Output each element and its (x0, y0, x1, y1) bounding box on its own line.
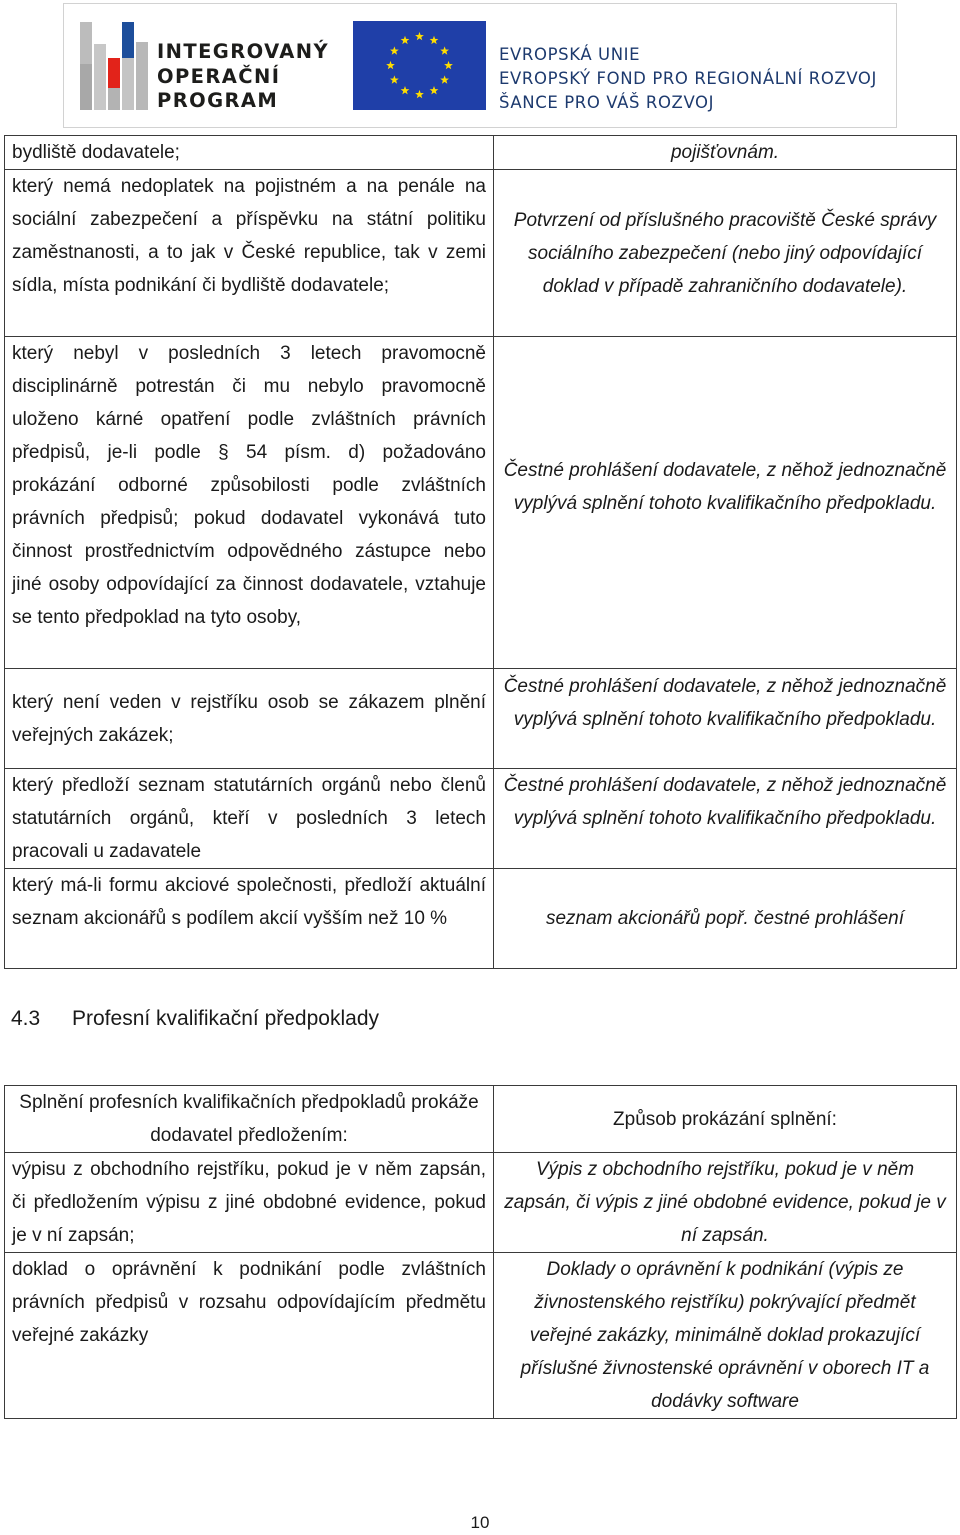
requirement-cell: doklad o oprávnění k podnikání podle zvláštních právních předpisů v rozsahu odpovídajícím předmětu veřejné zakázky (5, 1253, 494, 1419)
iop-logo-line: OPERAČNÍ (157, 64, 281, 88)
proof-cell: seznam akcionářů popř. čestné prohlášení (494, 869, 957, 969)
section-title: Profesní kvalifikační předpoklady (72, 1007, 379, 1030)
section-number: 4.3 (11, 1007, 41, 1030)
eu-logo-text (499, 43, 877, 115)
proof-cell: pojišťovnám. (494, 136, 957, 170)
requirement-cell: který má-li formu akciové společnosti, předloží aktuální seznam akcionářů s podílem akcií vyšším než 10 % (5, 869, 494, 969)
requirement-cell: bydliště dodavatele; (5, 136, 494, 170)
proof-cell: Doklady o oprávnění k podnikání (výpis ze živnostenského rejstříku) pokrývající předmět veřejné zakázky, minimálně doklad prokazující příslušné živnostenské oprávnění v oborech IT a dodávky software (494, 1253, 957, 1419)
table-header-row (5, 1086, 957, 1153)
table-row (5, 669, 957, 769)
qualification-table-professional (4, 1085, 957, 1419)
table-row (5, 337, 957, 669)
requirement-cell: který není veden v rejstříku osob se zákazem plnění veřejných zakázek; (5, 669, 494, 769)
proof-cell: Čestné prohlášení dodavatele, z něhož jednoznačně vyplývá splnění tohoto kvalifikačního předpokladu. (494, 337, 957, 669)
eu-line: EVROPSKÝ FOND PRO REGIONÁLNÍ ROZVOJ (499, 69, 877, 88)
requirement-cell: který nebyl v posledních 3 letech pravomocně disciplinárně potrestán či mu nebylo pravomocně uloženo kárné opatření podle zvláštních právních předpisů, je-li podle § 54 písm. d) požadováno prokázání odborné způsobilosti podle zvláštních právních předpisů; pokud dodavatel vykonává tuto činnost prostřednictvím odpovědného zástupce nebo jiné osoby odpovídající za činnost dodavatele, vztahuje se tento předpoklad na tyto osoby, (5, 337, 494, 669)
requirement-cell: který předloží seznam statutárních orgánů nebo členů statutárních orgánů, kteří v posledních 3 letech pracovali u zadavatele (5, 769, 494, 869)
table-row (5, 136, 957, 170)
eu-flag-icon (353, 21, 486, 110)
requirement-cell: který nemá nedoplatek na pojistném a na penále na sociální zabezpečení a příspěvku na státní politiku zaměstnanosti, a to jak v České republice, tak v zemi sídla, místa podnikání či bydliště dodavatele; (5, 170, 494, 337)
iop-logo-line: PROGRAM (157, 89, 279, 112)
eu-line: ŠANCE PRO VÁŠ ROZVOJ (499, 93, 715, 112)
table-row (5, 769, 957, 869)
column-header-proof: Způsob prokázání splnění: (494, 1086, 957, 1153)
qualification-table-basic (4, 135, 957, 969)
column-header-requirement: Splnění profesních kvalifikačních předpokladů prokáže dodavatel předložením: (5, 1086, 494, 1153)
iop-logo-icon (80, 22, 150, 110)
proof-cell: Čestné prohlášení dodavatele, z něhož jednoznačně vyplývá splnění tohoto kvalifikačního předpokladu. (494, 669, 957, 769)
page-number: 10 (470, 1513, 490, 1532)
table-row (5, 1153, 957, 1253)
iop-logo-text (157, 40, 329, 114)
table-row (5, 1253, 957, 1419)
section-heading (11, 1007, 379, 1031)
table-row (5, 170, 957, 337)
requirement-cell: výpisu z obchodního rejstříku, pokud je v něm zapsán, či předložením výpisu z jiné obdobné evidence, pokud je v ní zapsán; (5, 1153, 494, 1253)
proof-cell: Čestné prohlášení dodavatele, z něhož jednoznačně vyplývá splnění tohoto kvalifikačního předpokladu. (494, 769, 957, 869)
proof-cell: Výpis z obchodního rejstříku, pokud je v něm zapsán, či výpis z jiné obdobné evidence, pokud je v ní zapsán. (494, 1153, 957, 1253)
iop-logo-line: INTEGROVANÝ (157, 40, 329, 63)
eu-line: EVROPSKÁ UNIE (499, 45, 641, 64)
proof-cell: Potvrzení od příslušného pracoviště České správy sociálního zabezpečení (nebo jiný odpovídající doklad v případě zahraničního dodavatele). (494, 170, 957, 337)
table-row (5, 869, 957, 969)
